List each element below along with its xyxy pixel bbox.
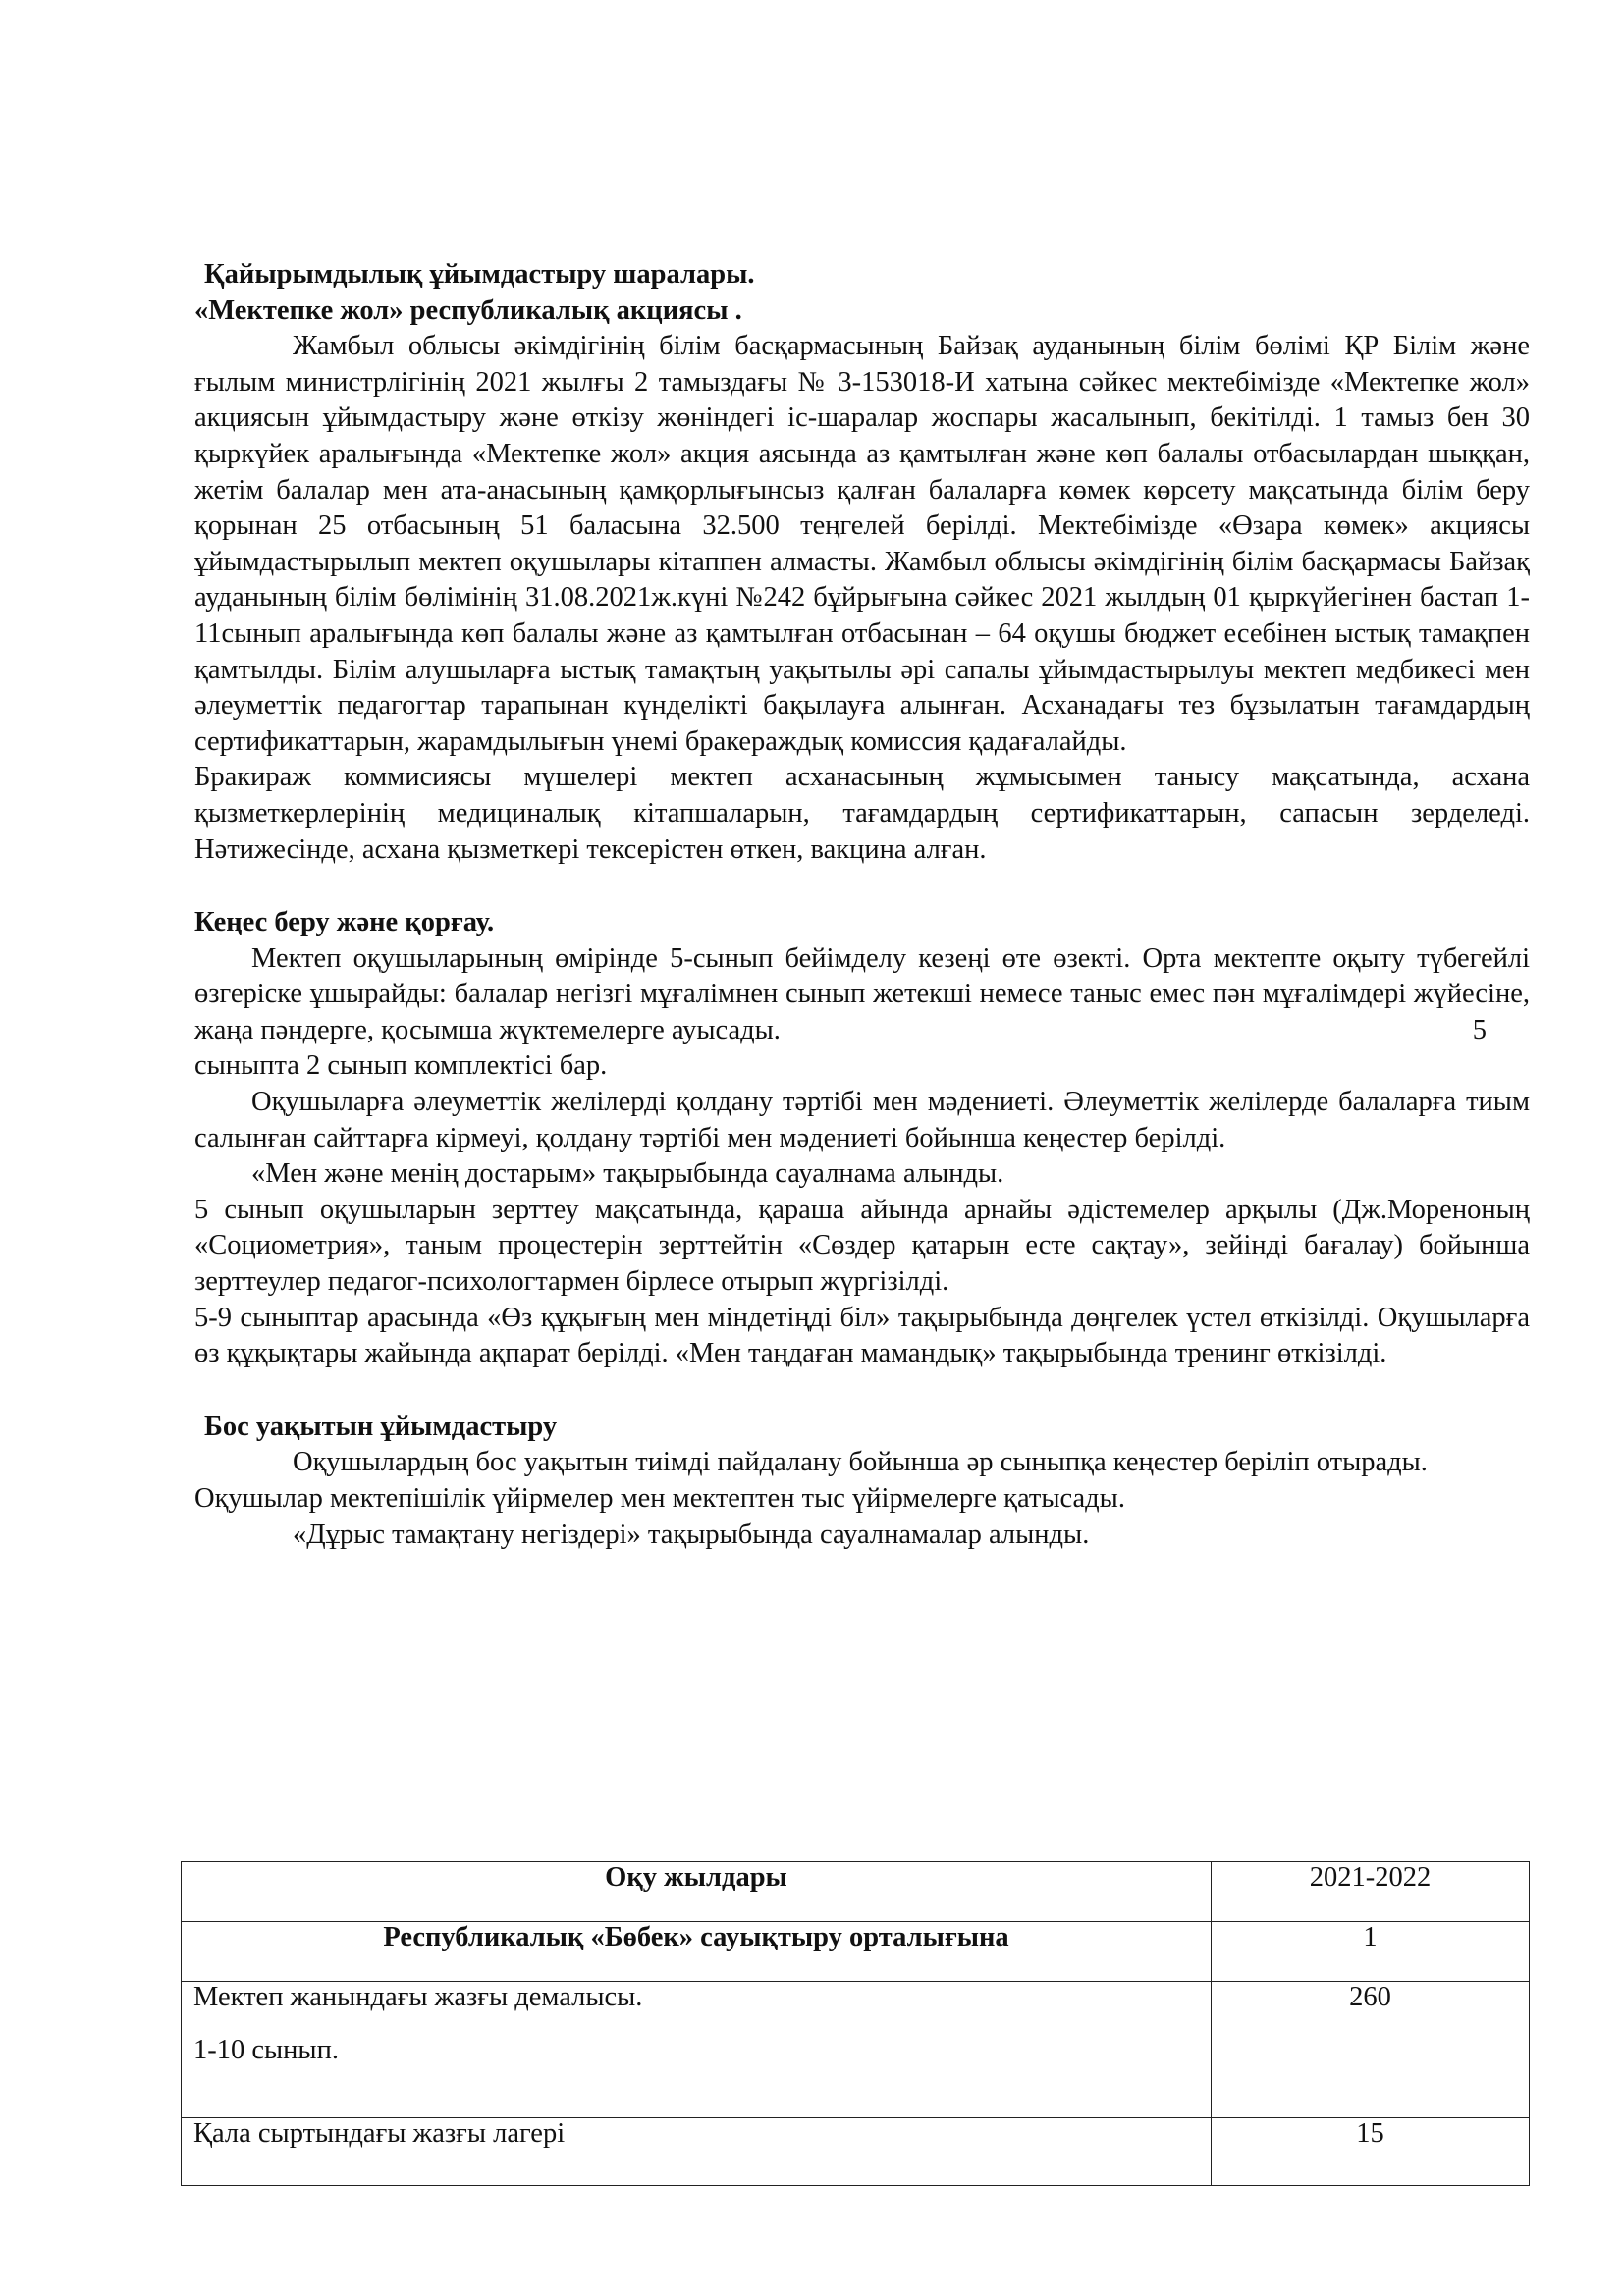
- paragraph: Мектеп оқушыларының өмірінде 5-сынып бейімделу кезеңі өте өзекті. Орта мектепте оқыту түбегейлі өзгеріске ұшырайды: балалар негізгі мұғалімнен сынып жетекші немесе таныс емес пән мұғалімдері жүйесіне, жаңа пәндерге, қосымша жүктемелерге ауысады. 5: [194, 941, 1530, 1049]
- paragraph: 5-9 сыныптар арасында «Өз құқығың мен міндетіңді біл» тақырыбында дөңгелек үстел өткізілді. Оқушыларға өз құқықтары жайында ақпарат берілді. «Мен таңдаған мамандық» тақырыбында тренинг өткізілді.: [194, 1302, 1530, 1369]
- paragraph: Бракираж коммисиясы мүшелері мектеп асханасының жұмысымен танысу мақсатында, асхана қызметкерлерінің медициналық кітапшаларын, тағамдардың сертификаттарын, сапасын зерделеді. Нәтижесінде, асхана қызметкері тексерістен өткен, вакцина алған.: [194, 762, 1530, 865]
- table-row: [182, 1922, 1530, 1982]
- table-cell-value: 1: [1212, 1922, 1530, 1982]
- table-cell-sublabel: 1-10 сынып.: [193, 2035, 339, 2065]
- summer-rest-table: [181, 1861, 1530, 2186]
- section-subtitle-road-to-school: «Мектепке жол» республикалық акциясы .: [194, 294, 742, 326]
- table-cell-value: 15: [1212, 2118, 1530, 2186]
- paragraph: Жамбыл облысы әкімдігінің білім басқармасының Байзақ ауданының білім бөлімі ҚР Білім және ғылым министрлігінің 2021 жылғы 2 тамыздағы № 3-153018-И хатына сәйкес мектебімізде «Мектепке жол» акциясын ұйымдастыру және өткізу жөніндегі іс-шаралар жоспары жасалынып, бекітілді. 1 тамыз бен 30 қыркүйек аралығында «Мектепке жол» акция аясында аз қамтылған және көп балалы отбасылардан шыққан, жетім балалар мен ата-анасының қамқорлығынсыз қалған балаларға көмек көрсету мақсатында білім беру қорынан 25 отбасының 51 баласына 32.500 теңгелей берілді. Мектебімізде «Өзара көмек» акциясы ұйымдастырылып мектеп оқушылары кітаппен алмасты. Жамбыл облысы әкімдігінің білім басқармасы Байзақ ауданының білім бөлімінің 31.08.2021ж.күні №242 бұйрығына сәйкес 2021 жылдың 01 қыркүйегінен бастап 1-11сынып аралығында көп балалы және аз қамтылған отбасынан – 64 оқушы бюджет есебінен ыстық тамақпен қамтылды. Білім алушыларға ыстық тамақтың уақытылы әрі сапалы ұйымдастырылуы мектеп медбикесі мен әлеуметтік педагогтар тарапынан күнделікті бақылауға алынған. Асханадағы тез бұзылатын тағамдардың сертификаттарын, жарамдылығын үнемі бракераждық комиссия қадағалайды.: [194, 331, 1530, 757]
- table-row: [182, 2118, 1530, 2186]
- section-title-charity: Қайырымдылық ұйымдастыру шаралары.: [204, 259, 755, 290]
- section-title-counseling: Кеңес беру және қорғау.: [194, 907, 495, 938]
- table-cell-label-main: Мектеп жанындағы жазғы демалысы.: [193, 1982, 643, 2012]
- paragraph: Оқушылар мектепішілік үйірмелер мен мектептен тыс үйірмелерге қатысады.: [194, 1483, 1125, 1514]
- table-row: [182, 1982, 1530, 2118]
- table-header-year: 2021-2022: [1212, 1862, 1530, 1922]
- table-cell-label: [182, 1982, 1212, 2118]
- paragraph: «Мен және менің достарым» тақырыбында сауалнама алынды.: [251, 1158, 1004, 1190]
- table-cell-value: 260: [1212, 1982, 1530, 2118]
- table-cell-label: Қала сыртындағы жазғы лагері: [182, 2118, 1212, 2186]
- section-title-leisure: Бос уақытын ұйымдастыру: [204, 1411, 558, 1442]
- paragraph: сыныпта 2 сынып комплектісі бар.: [194, 1050, 608, 1082]
- table-cell-label: Республикалық «Бөбек» сауықтыру орталығына: [182, 1922, 1212, 1982]
- table-header-row: [182, 1862, 1530, 1922]
- table-header-label: Оқу жылдары: [182, 1862, 1212, 1922]
- paragraph: Оқушыларға әлеуметтік желілерді қолдану тәртібі мен мәдениеті. Әлеуметтік желілерде балаларға тиым салынған сайттарға кірмеуі, қолдану тәртібі мен мәдениеті бойынша кеңестер берілді.: [194, 1087, 1530, 1153]
- paragraph-number: 5: [1472, 1014, 1487, 1045]
- document-body: [194, 257, 1530, 1553]
- paragraph: «Дұрыс тамақтану негіздері» тақырыбында сауалнамалар алынды.: [293, 1519, 1090, 1550]
- paragraph: 5 сынып оқушыларын зерттеу мақсатында, қараша айында арнайы әдістемелер арқылы (Дж.Мореноның «Социометрия», таным процестерін зерттейтін «Сөздер қатарын есте сақтау», зейінді бағалау) бойынша зерттеулер педагог-психологтармен бірлесе отырып жүргізілді.: [194, 1194, 1530, 1298]
- paragraph: Оқушылардың бос уақытын тиімді пайдалану бойынша әр сыныпқа кеңестер беріліп отырады.: [293, 1447, 1428, 1478]
